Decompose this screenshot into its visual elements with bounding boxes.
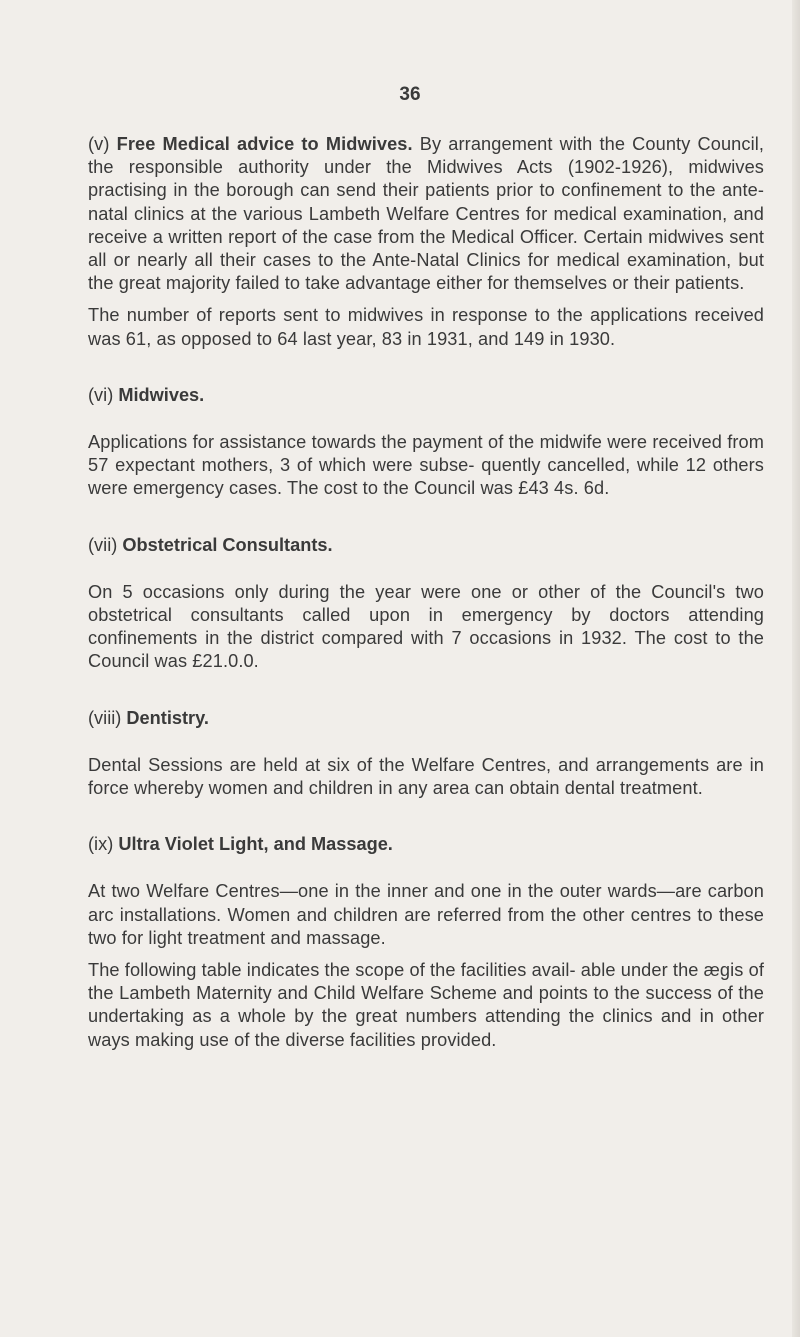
- section-v-paragraph-2: The number of reports sent to midwives in response to the applications received was 61, as opposed to 64 last year, 83 in 1931, and 149 in 1930.: [88, 305, 764, 349]
- section-v-paragraph-1: [88, 133, 764, 295]
- section-vii-heading: [88, 534, 764, 557]
- page-content: [88, 133, 764, 1052]
- section-vi-heading: [88, 384, 764, 407]
- section-vii-number: (vii): [88, 534, 118, 555]
- section-v-number: (v): [88, 134, 110, 154]
- section-v-title: Free Medical advice to Midwives.: [116, 134, 413, 154]
- section-viii-number: (viii): [88, 707, 122, 728]
- section-ix-paragraph-2: The following table indicates the scope of the facilities avail- able under the ægis of the Lambeth Maternity and Child Welfare Scheme and points to the success of the undertaking as a whole by the great numbers attending the clinics and in other ways making use of the diverse facilities provided.: [88, 960, 764, 1050]
- section-ix-paragraph-1: At two Welfare Centres—one in the inner and one in the outer wards—are carbon arc installations. Women and children are referred from the other centres to these two for light treatment and massage.: [88, 881, 764, 948]
- page-number: 36: [399, 84, 421, 105]
- section-ix-number: (ix): [88, 834, 114, 855]
- page-edge-shadow: [792, 0, 800, 1337]
- section-viii-heading: [88, 707, 764, 730]
- section-vi-number: (vi): [88, 384, 114, 405]
- section-vi-paragraph-1: Applications for assistance towards the payment of the midwife were received from 57 expectant mothers, 3 of which were subse- quently cancelled, while 12 others were emergency cases. The cost to the Council was £43 4s. 6d.: [88, 432, 764, 499]
- section-vii-title: Obstetrical Consultants.: [122, 534, 333, 555]
- section-vi-title: Midwives.: [118, 384, 205, 405]
- section-v-lead-text: By arrangement with the County Council, the responsible authority under the Midwives Acts (1902-1926), midwives practising in the borough can send their patients prior to confinement to the ante-natal clinics at the various Lambeth Welfare Centres for medical examination, and receive a written report of the case from the Medical Officer. Certain midwives sent all or nearly all their cases to the Ante-Natal Clinics for medical examination, but the great majority failed to take advantage either for themselves or their patients.: [88, 134, 764, 294]
- section-ix-heading: [88, 833, 764, 856]
- section-viii-title: Dentistry.: [126, 707, 209, 728]
- section-ix-title: Ultra Violet Light, and Massage.: [118, 834, 393, 855]
- section-vii-paragraph-1: On 5 occasions only during the year were one or other of the Council's two obstetrical consultants called upon in emergency by doctors attending confinements in the district compared with 7 occasions in 1932. The cost to the Council was £21.0.0.: [88, 581, 764, 672]
- section-viii-paragraph-1: Dental Sessions are held at six of the Welfare Centres, and arrangements are in force whereby women and children in any area can obtain dental treatment.: [88, 754, 764, 799]
